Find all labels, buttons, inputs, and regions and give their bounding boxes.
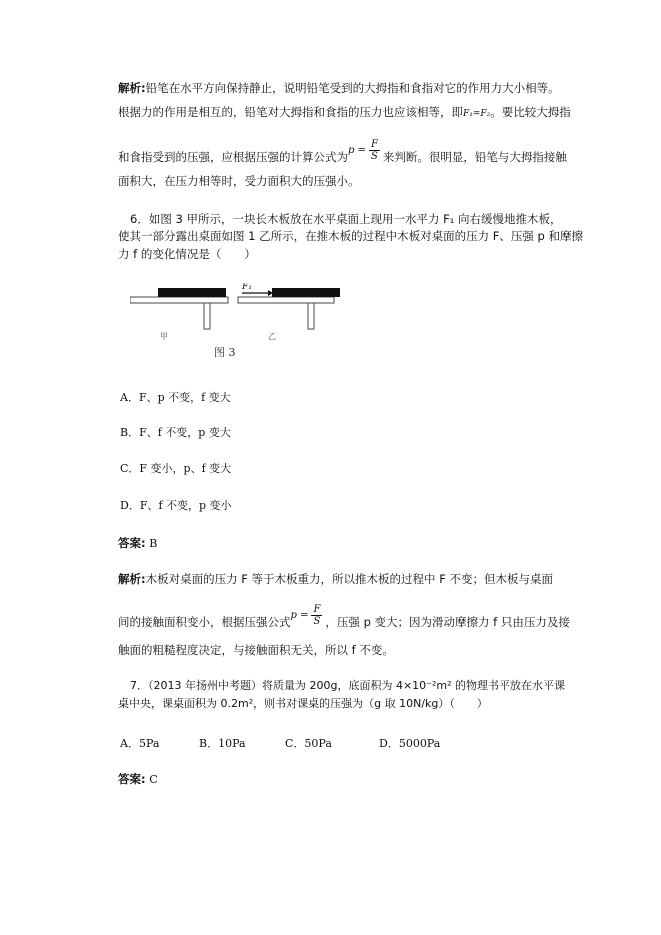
q7-stem-line2: 桌中央，课桌面积为 0.2m²，则书对课桌的压强为（g 取 10N/kg）（ ） [118,697,488,710]
q6-analysis-line1 [118,571,553,587]
q5-analysis-line2 [118,104,571,122]
board-left [158,288,226,297]
analysis-text: 来判断。很明显，铅笔与大拇指接触 [382,150,567,164]
q6-stem-line2: 使其一部分露出桌面如图 1 乙所示，在推木板的过程中木板对桌面的压力 F、压强 p 和摩擦 [118,229,584,243]
table-leg-right [308,303,314,329]
q7-option-c: C．50Pa [285,737,332,750]
q7-stem-line1: 7．（2013 年扬州中考题）将质量为 200g，底面积为 4×10⁻²m² 的物理书平放在水平课 [130,679,566,692]
answer-value: B [149,537,158,550]
fraction-denominator: S [371,151,378,162]
fraction-numerator: F [313,604,321,615]
formula-p: p = [348,145,366,156]
formula-fraction [311,604,322,627]
analysis-label: 解析: [118,572,146,586]
board-right [272,288,340,297]
figure-3 [130,283,350,347]
q6-option-a: A．F、p 不变，f 变大 [120,391,231,404]
q7-option-a: A．5Pa [120,737,160,750]
q6-stem-line3: 力 f 的变化情况是（ ） [118,247,256,261]
formula-f1-f2: F₁=F₂ [463,109,491,119]
analysis-text: 间的接触面积变小，根据压强公式 [118,615,291,629]
table-top-right [238,297,334,303]
table-leg-left [204,303,210,329]
table-top-left [130,297,228,303]
q5-analysis-line1 [118,80,560,96]
analysis-text: 根据力的作用是相互的，铅笔对大拇指和食指的压力也应该相等，即 [118,105,463,119]
figure-label-left: 甲 [160,332,168,341]
analysis-text: 铅笔在水平方向保持静止，说明铅笔受到的大拇指和食指对它的作用力大小相等。 [145,81,560,95]
q6-analysis-line3: 触面的粗糙程度决定，与接触面积无关，所以 f 不变。 [118,643,394,657]
q5-analysis-line3 [118,139,567,169]
figure-3-diagram [130,283,350,343]
q7-answer [118,771,158,788]
q6-option-d: D．F、f 不变，p 变小 [120,499,232,512]
figure-caption: 图 3 [214,346,236,359]
answer-label: 答案: [118,772,146,786]
q7-option-d: D．5000Pa [379,737,441,750]
q6-stem-line1: 6．如图 3 甲所示，一块长木板放在水平桌面上现用一水平力 F₁ 向右缓慢地推木板， [130,212,562,226]
fraction-denominator: S [313,616,321,627]
analysis-label: 解析: [118,81,146,95]
answer-value: C [149,773,158,786]
analysis-text: 木板对桌面的压力 F 等于木板重力，所以推木板的过程中 F 不变；但木板与桌面 [145,572,553,586]
figure-label-right: 乙 [268,332,276,341]
analysis-text: 和食指受到的压强，应根据压强的计算公式为 [118,150,348,164]
analysis-text: ，压强 p 变大；因为滑动摩擦力 f 只由压力及接 [325,615,570,629]
analysis-text: 。要比较大拇指 [490,105,571,119]
q6-answer [118,535,157,552]
answer-label: 答案: [118,536,146,550]
force-label: F₁ [242,283,252,292]
q7-option-b: B．10Pa [199,737,246,750]
fraction-numerator: F [370,139,378,150]
q6-option-b: B．F、f 不变，p 变大 [120,426,231,439]
formula-p: p = [290,610,309,621]
q6-analysis-line2 [118,604,570,634]
formula-fraction [369,139,380,162]
q5-analysis-line4: 面积大，在压力相等时，受力面积大的压强小。 [118,174,360,188]
q6-option-c: C．F 变小，p、f 变大 [120,462,232,475]
